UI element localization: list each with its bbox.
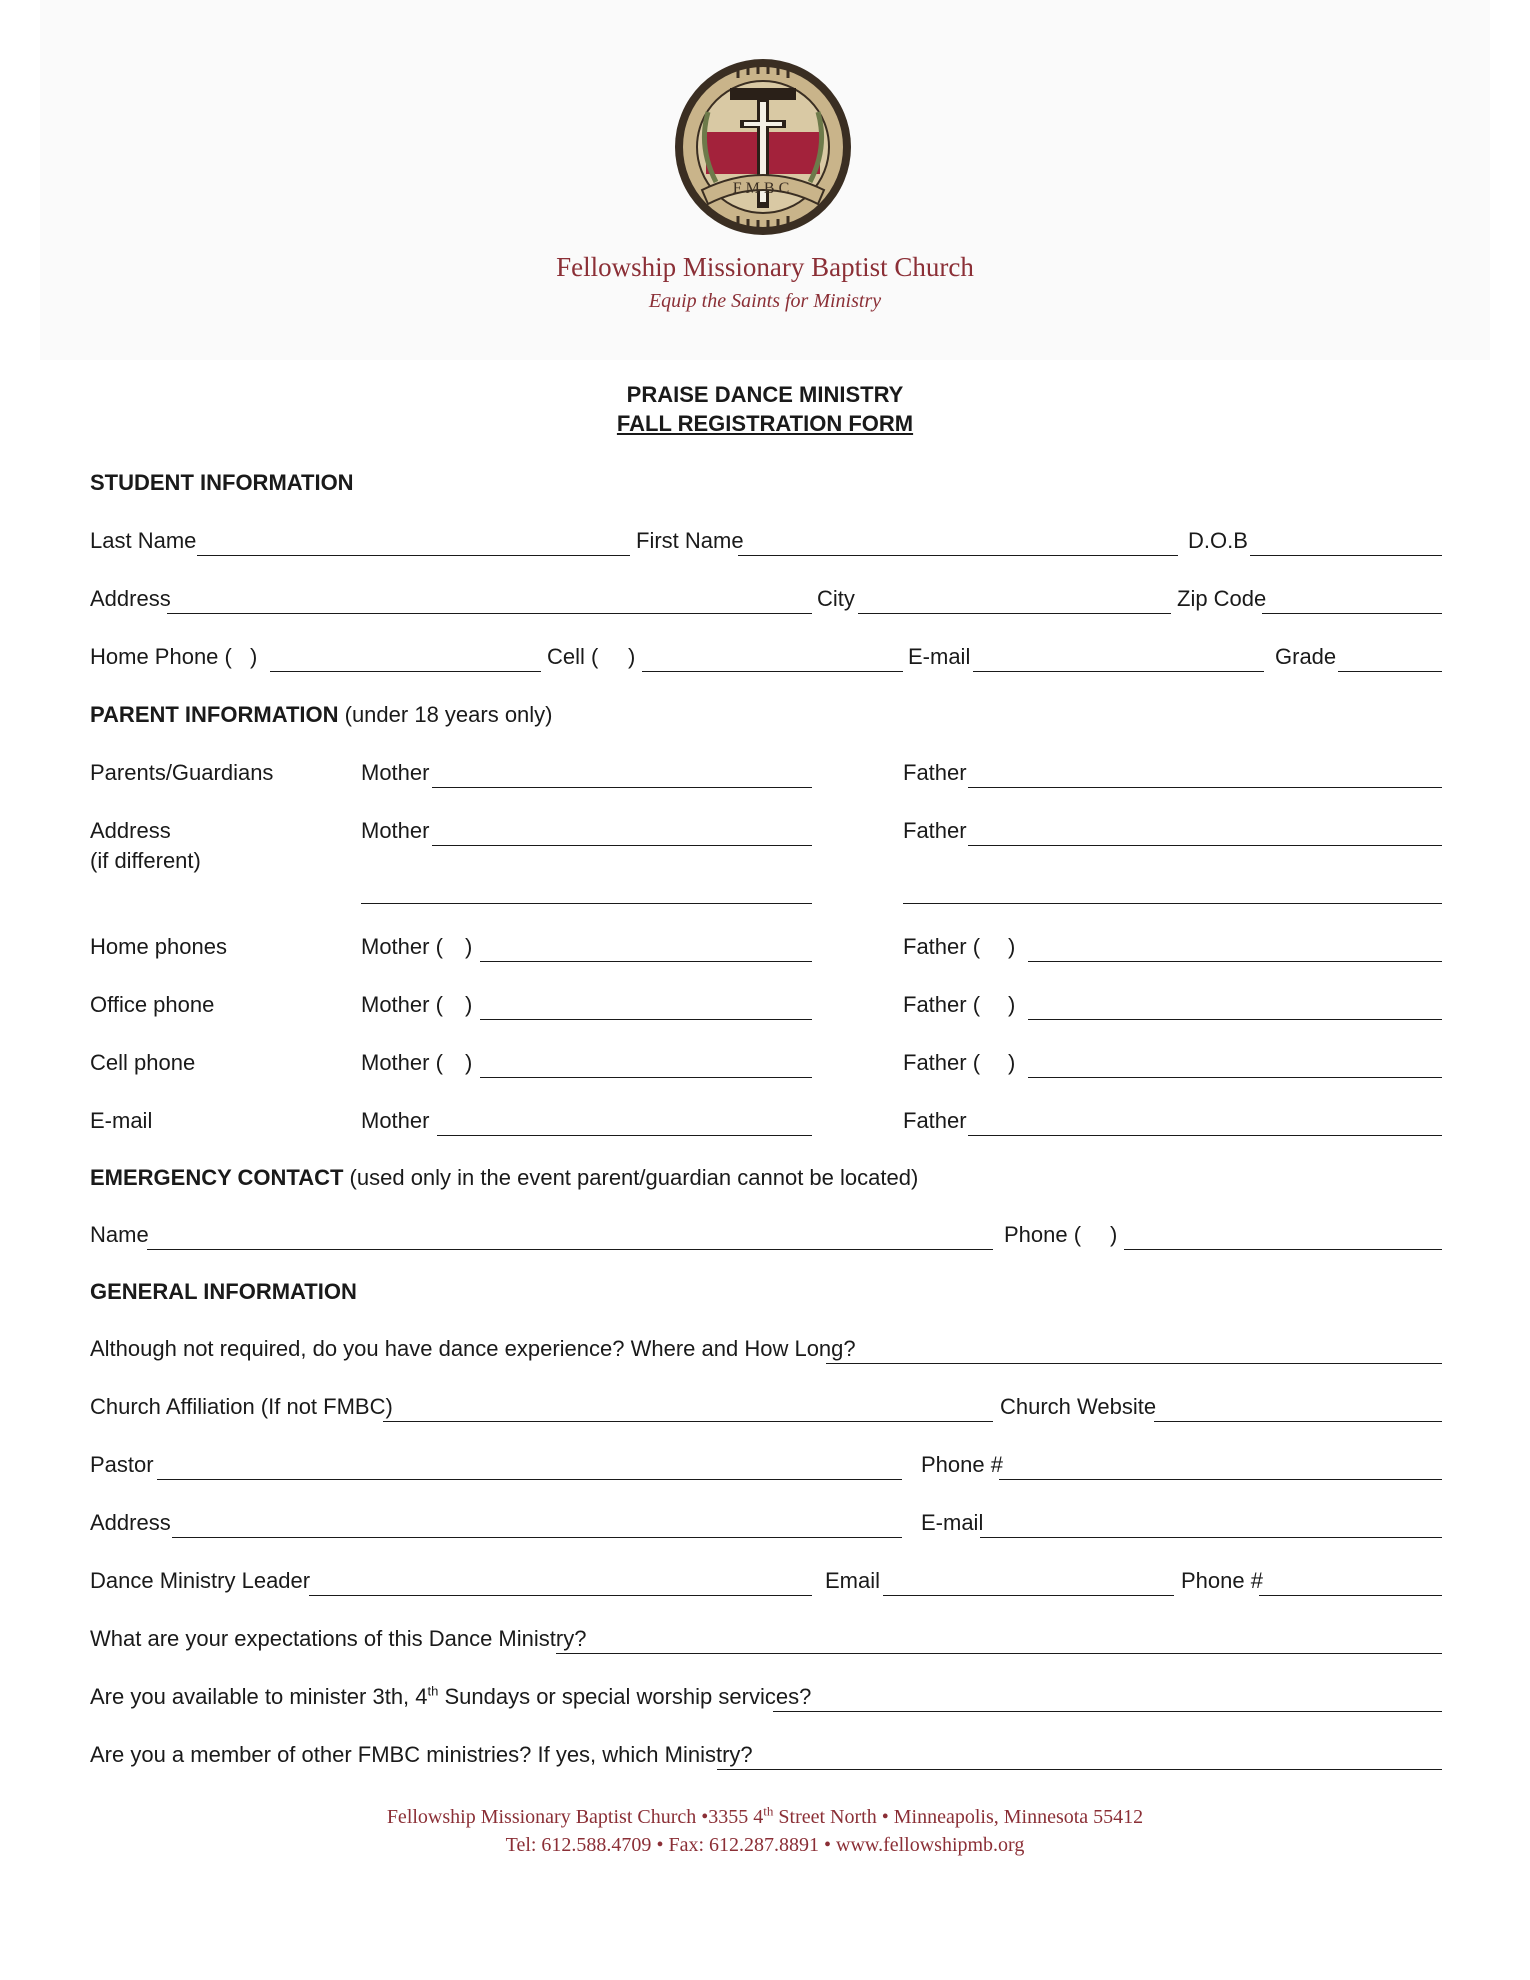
church-name: Fellowship Missionary Baptist Church <box>556 252 974 282</box>
church-website-line[interactable] <box>1154 1421 1442 1422</box>
dance-experience-label: Although not required, do you have dance experience? Where and How Long? <box>90 1336 856 1361</box>
dance-leader-line[interactable] <box>309 1595 812 1596</box>
dob-label: D.O.B <box>1188 528 1248 553</box>
parent-address-note: (if different) <box>90 848 201 873</box>
zip-code-line[interactable] <box>1262 613 1442 614</box>
cell-label: Cell ( <box>547 644 599 669</box>
mother-name-label: Mother <box>361 760 430 785</box>
pastor-label: Pastor <box>90 1452 154 1477</box>
parent-section-heading: PARENT INFORMATION (under 18 years only) <box>90 702 553 727</box>
father-home-phone-label: Father ( <box>903 934 981 959</box>
mother-email-line[interactable] <box>437 1135 812 1136</box>
home-phones-label: Home phones <box>90 934 227 959</box>
church-affiliation-line[interactable] <box>383 1421 993 1422</box>
form-title-line2: FALL REGISTRATION FORM <box>616 411 914 436</box>
emergency-phone-label: Phone ( <box>1004 1222 1082 1247</box>
availability-label: Are you available to minister 3th, 4th Sundays or special worship services? <box>90 1683 812 1709</box>
pastor-line[interactable] <box>157 1479 902 1480</box>
father-email-label: Father <box>903 1108 967 1133</box>
leader-email-label: Email <box>825 1568 881 1593</box>
expectations-line[interactable] <box>556 1653 1442 1654</box>
zip-code-label: Zip Code <box>1177 586 1267 611</box>
grade-line[interactable] <box>1338 671 1442 672</box>
mother-office-phone-label: Mother ( <box>361 992 443 1017</box>
mother-office-phone-line[interactable] <box>480 1019 812 1020</box>
expectations-label: What are your expectations of this Dance Ministry? <box>90 1626 587 1651</box>
church-email-line[interactable] <box>980 1537 1442 1538</box>
student-address-label: Address <box>90 586 171 611</box>
last-name-label: Last Name <box>90 528 197 553</box>
church-website-label: Church Website <box>1000 1394 1157 1419</box>
dob-line[interactable] <box>1250 555 1442 556</box>
dance-leader-label: Dance Ministry Leader <box>90 1568 311 1593</box>
logo-fmbc-text: FMBC <box>732 180 794 197</box>
city-label: City <box>817 586 855 611</box>
first-name-label: First Name <box>636 528 744 553</box>
mother-home-phone-label: Mother ( <box>361 934 443 959</box>
emergency-name-line[interactable] <box>147 1249 993 1250</box>
dance-experience-line[interactable] <box>826 1363 1442 1364</box>
student-email-line[interactable] <box>973 671 1264 672</box>
mother-cell-phone-label: Mother ( <box>361 1050 443 1075</box>
footer-address: Fellowship Missionary Baptist Church •3355 4th Street North • Minneapolis, Minnesota 55412 <box>386 1803 1144 1828</box>
cell-phone-label: Cell phone <box>90 1050 196 1075</box>
church-motto: Equip the Saints for Ministry <box>648 290 882 312</box>
mother-cell-phone-close: ) <box>465 1050 473 1075</box>
emergency-phone-close: ) <box>1110 1222 1118 1247</box>
cell-close-paren: ) <box>628 644 636 669</box>
cell-line[interactable] <box>642 671 903 672</box>
first-name-line[interactable] <box>738 555 1178 556</box>
father-address-label: Father <box>903 818 967 843</box>
church-address-line[interactable] <box>172 1537 902 1538</box>
mother-home-phone-line[interactable] <box>480 961 812 962</box>
mother-address-line[interactable] <box>432 845 812 846</box>
emergency-section-heading: EMERGENCY CONTACT (used only in the event parent/guardian cannot be located) <box>90 1165 919 1190</box>
parent-address-label: Address <box>90 818 171 843</box>
father-cell-phone-close: ) <box>1008 1050 1016 1075</box>
father-cell-phone-label: Father ( <box>903 1050 981 1075</box>
grade-label: Grade <box>1275 644 1337 669</box>
mother-home-phone-close: ) <box>465 934 473 959</box>
mother-address-label: Mother <box>361 818 430 843</box>
mother-name-line[interactable] <box>432 787 812 788</box>
other-ministries-label: Are you a member of other FMBC ministries? If yes, which Ministry? <box>90 1742 753 1767</box>
leader-phone-line[interactable] <box>1259 1595 1442 1596</box>
mother-office-phone-close: ) <box>465 992 473 1017</box>
student-section-heading: STUDENT INFORMATION <box>90 470 354 495</box>
general-section-heading: GENERAL INFORMATION <box>90 1279 357 1304</box>
footer-contact: Tel: 612.588.4709 • Fax: 612.287.8891 • www.fellowshipmb.org <box>505 1834 1025 1856</box>
father-name-line[interactable] <box>968 787 1442 788</box>
mother-address-line-2[interactable] <box>361 903 812 904</box>
father-address-line[interactable] <box>968 845 1442 846</box>
student-email-label: E-mail <box>908 644 971 669</box>
city-line[interactable] <box>858 613 1171 614</box>
pastor-phone-label: Phone # <box>921 1452 1003 1477</box>
father-address-line-2[interactable] <box>903 903 1442 904</box>
form-title-line1: PRAISE DANCE MINISTRY <box>626 382 904 407</box>
home-phone-close-paren: ) <box>250 644 258 669</box>
footer-website-link[interactable]: www.fellowshipmb.org <box>836 1834 1025 1856</box>
father-office-phone-label: Father ( <box>903 992 981 1017</box>
mother-email-label: Mother <box>361 1108 430 1133</box>
father-cell-phone-line[interactable] <box>1028 1077 1442 1078</box>
other-ministries-line[interactable] <box>717 1769 1442 1770</box>
office-phone-label: Office phone <box>90 992 215 1017</box>
leader-phone-label: Phone # <box>1181 1568 1263 1593</box>
home-phone-line[interactable] <box>270 671 541 672</box>
parent-email-label: E-mail <box>90 1108 153 1133</box>
church-affiliation-label: Church Affiliation (If not FMBC) <box>90 1394 393 1419</box>
father-home-phone-close: ) <box>1008 934 1016 959</box>
emergency-phone-line[interactable] <box>1124 1249 1442 1250</box>
parents-guardians-label: Parents/Guardians <box>90 760 274 785</box>
father-email-line[interactable] <box>968 1135 1442 1136</box>
church-email-label: E-mail <box>921 1510 984 1535</box>
mother-cell-phone-line[interactable] <box>480 1077 812 1078</box>
leader-email-line[interactable] <box>883 1595 1174 1596</box>
availability-line[interactable] <box>773 1711 1442 1712</box>
father-office-phone-close: ) <box>1008 992 1016 1017</box>
church-seal-logo <box>668 52 858 252</box>
emergency-name-label: Name <box>90 1222 149 1247</box>
father-home-phone-line[interactable] <box>1028 961 1442 962</box>
father-office-phone-line[interactable] <box>1028 1019 1442 1020</box>
home-phone-label: Home Phone ( <box>90 644 232 669</box>
last-name-line[interactable] <box>197 555 630 556</box>
student-address-line[interactable] <box>167 613 812 614</box>
father-name-label: Father <box>903 760 967 785</box>
church-address-label: Address <box>90 1510 171 1535</box>
pastor-phone-line[interactable] <box>999 1479 1442 1480</box>
